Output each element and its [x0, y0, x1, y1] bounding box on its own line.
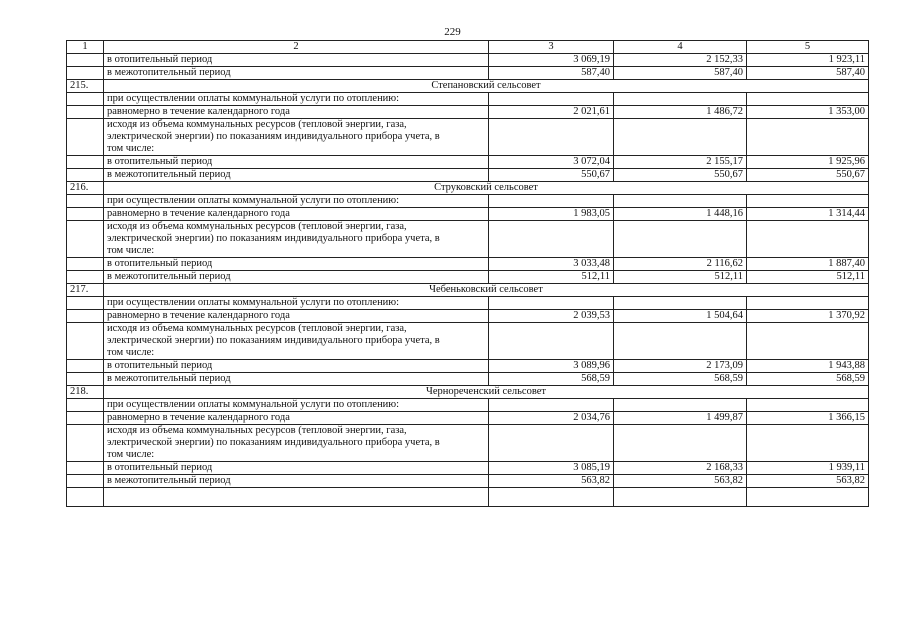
table-row: [67, 475, 869, 488]
row-label: в межотопительный период: [104, 475, 489, 488]
section-name: Черноречeнский сельсовет: [104, 386, 869, 399]
table-row: [67, 297, 869, 310]
row-label: равномерно в течение календарного года: [104, 106, 489, 119]
value-cell: [614, 323, 747, 360]
value-cell: [614, 399, 747, 412]
value-cell: 568,59: [489, 373, 614, 386]
table-row: [67, 360, 869, 373]
table-row: [67, 106, 869, 119]
row-label: в межотопительный период: [104, 67, 489, 80]
value-cell: 1 486,72: [614, 106, 747, 119]
value-cell: 568,59: [747, 373, 869, 386]
value-cell: [614, 221, 747, 258]
row-number-cell: [67, 119, 104, 156]
section-name: Струковский сельсовет: [104, 182, 869, 195]
value-cell: 512,11: [747, 271, 869, 284]
row-number-cell: [67, 399, 104, 412]
value-cell: [489, 119, 614, 156]
row-number-cell: [67, 271, 104, 284]
section-number: 218.: [67, 386, 104, 399]
row-number-cell: [67, 93, 104, 106]
value-cell: 3 069,19: [489, 54, 614, 67]
value-cell: 1 370,92: [747, 310, 869, 323]
value-cell: 1 939,11: [747, 462, 869, 475]
value-cell: 1 366,15: [747, 412, 869, 425]
value-cell: [747, 297, 869, 310]
value-cell: 1 923,11: [747, 54, 869, 67]
value-cell: 550,67: [489, 169, 614, 182]
value-cell: 1 925,96: [747, 156, 869, 169]
value-cell: [747, 399, 869, 412]
row-label: в отопительный период: [104, 258, 489, 271]
value-cell: 1 943,88: [747, 360, 869, 373]
value-cell: 550,67: [614, 169, 747, 182]
row-number-cell: [67, 310, 104, 323]
row-label: исходя из объема коммунальных ресурсов (тепловой энергии, газа, электрической энергии) по показаниям индивидуального прибора учета, в том числе:: [104, 323, 489, 360]
row-number-cell: [67, 195, 104, 208]
row-label: равномерно в течение календарного года: [104, 310, 489, 323]
row-label: при осуществлении оплаты коммунальной услуги по отоплению:: [104, 297, 489, 310]
row-number-cell: [67, 106, 104, 119]
value-cell: [614, 195, 747, 208]
row-number-cell: [67, 373, 104, 386]
row-label: равномерно в течение календарного года: [104, 208, 489, 221]
value-cell: 512,11: [489, 271, 614, 284]
section-header-row: [67, 386, 869, 399]
row-label: исходя из объема коммунальных ресурсов (тепловой энергии, газа, электрической энергии) по показаниям индивидуального прибора учета, в том числе:: [104, 425, 489, 462]
value-cell: [489, 297, 614, 310]
value-cell: [489, 425, 614, 462]
value-cell: 1 504,64: [614, 310, 747, 323]
value-cell: [614, 425, 747, 462]
table-row: [67, 310, 869, 323]
row-number-cell: [67, 360, 104, 373]
value-cell: 2 155,17: [614, 156, 747, 169]
table-row: [67, 373, 869, 386]
empty-row: [67, 488, 869, 507]
row-label: равномерно в течение календарного года: [104, 412, 489, 425]
value-cell: [614, 93, 747, 106]
row-number-cell: [67, 425, 104, 462]
value-cell: [747, 221, 869, 258]
value-cell: [747, 119, 869, 156]
row-label: в отопительный период: [104, 360, 489, 373]
value-cell: 563,82: [614, 475, 747, 488]
section-name: Чебеньковский сельсовет: [104, 284, 869, 297]
table-row: [67, 208, 869, 221]
row-label: в отопительный период: [104, 156, 489, 169]
value-cell: [489, 195, 614, 208]
section-number: 216.: [67, 182, 104, 195]
row-label: в межотопительный период: [104, 373, 489, 386]
empty-cell: [489, 488, 614, 507]
row-label: исходя из объема коммунальных ресурсов (тепловой энергии, газа, электрической энергии) по показаниям индивидуального прибора учета, в том числе:: [104, 119, 489, 156]
row-number-cell: [67, 412, 104, 425]
row-label: при осуществлении оплаты коммунальной услуги по отоплению:: [104, 195, 489, 208]
value-cell: 3 085,19: [489, 462, 614, 475]
table-row: [67, 425, 869, 462]
table-row: [67, 156, 869, 169]
row-label: при осуществлении оплаты коммунальной услуги по отоплению:: [104, 399, 489, 412]
table-row: [67, 323, 869, 360]
value-cell: 2 039,53: [489, 310, 614, 323]
row-label: при осуществлении оплаты коммунальной услуги по отоплению:: [104, 93, 489, 106]
value-cell: [747, 195, 869, 208]
column-header: 2: [104, 41, 489, 54]
section-header-row: [67, 80, 869, 93]
row-number-cell: [67, 258, 104, 271]
value-cell: 1 448,16: [614, 208, 747, 221]
row-number-cell: [67, 323, 104, 360]
value-cell: 587,40: [614, 67, 747, 80]
value-cell: 587,40: [747, 67, 869, 80]
value-cell: 3 089,96: [489, 360, 614, 373]
value-cell: 1 353,00: [747, 106, 869, 119]
table-row: [67, 169, 869, 182]
value-cell: [489, 399, 614, 412]
value-cell: 1 314,44: [747, 208, 869, 221]
empty-cell: [67, 488, 104, 507]
value-cell: [747, 425, 869, 462]
table-row: [67, 54, 869, 67]
column-header: 4: [614, 41, 747, 54]
value-cell: [489, 221, 614, 258]
value-cell: 587,40: [489, 67, 614, 80]
row-label: в межотопительный период: [104, 169, 489, 182]
tariff-table: [66, 40, 869, 507]
section-header-row: [67, 284, 869, 297]
table-row: [67, 258, 869, 271]
row-number-cell: [67, 462, 104, 475]
value-cell: 2 173,09: [614, 360, 747, 373]
column-header: 5: [747, 41, 869, 54]
value-cell: [489, 93, 614, 106]
table-row: [67, 119, 869, 156]
value-cell: 2 034,76: [489, 412, 614, 425]
page-number: 229: [444, 26, 461, 38]
value-cell: [747, 323, 869, 360]
table-row: [67, 399, 869, 412]
value-cell: 2 152,33: [614, 54, 747, 67]
table-row: [67, 412, 869, 425]
column-header: 3: [489, 41, 614, 54]
column-header-row: [67, 41, 869, 54]
empty-cell: [614, 488, 747, 507]
value-cell: 512,11: [614, 271, 747, 284]
value-cell: 2 116,62: [614, 258, 747, 271]
value-cell: 568,59: [614, 373, 747, 386]
row-number-cell: [67, 54, 104, 67]
value-cell: 550,67: [747, 169, 869, 182]
value-cell: 1 499,87: [614, 412, 747, 425]
section-name: Степановский сельсовет: [104, 80, 869, 93]
value-cell: 3 072,04: [489, 156, 614, 169]
row-number-cell: [67, 156, 104, 169]
section-number: 217.: [67, 284, 104, 297]
table-row: [67, 195, 869, 208]
value-cell: 2 168,33: [614, 462, 747, 475]
row-label: исходя из объема коммунальных ресурсов (тепловой энергии, газа, электрической энергии) по показаниям индивидуального прибора учета, в том числе:: [104, 221, 489, 258]
row-number-cell: [67, 475, 104, 488]
row-number-cell: [67, 169, 104, 182]
row-label: в межотопительный период: [104, 271, 489, 284]
table-row: [67, 221, 869, 258]
value-cell: [614, 297, 747, 310]
value-cell: 563,82: [747, 475, 869, 488]
column-header: 1: [67, 41, 104, 54]
row-number-cell: [67, 67, 104, 80]
row-label: в отопительный период: [104, 462, 489, 475]
section-number: 215.: [67, 80, 104, 93]
table-row: [67, 271, 869, 284]
value-cell: 563,82: [489, 475, 614, 488]
section-header-row: [67, 182, 869, 195]
row-number-cell: [67, 297, 104, 310]
empty-cell: [104, 488, 489, 507]
table-row: [67, 462, 869, 475]
empty-cell: [747, 488, 869, 507]
row-number-cell: [67, 221, 104, 258]
table-row: [67, 93, 869, 106]
value-cell: [614, 119, 747, 156]
value-cell: 2 021,61: [489, 106, 614, 119]
value-cell: 1 887,40: [747, 258, 869, 271]
value-cell: 3 033,48: [489, 258, 614, 271]
value-cell: [747, 93, 869, 106]
table-row: [67, 67, 869, 80]
value-cell: [489, 323, 614, 360]
row-label: в отопительный период: [104, 54, 489, 67]
row-number-cell: [67, 208, 104, 221]
value-cell: 1 983,05: [489, 208, 614, 221]
